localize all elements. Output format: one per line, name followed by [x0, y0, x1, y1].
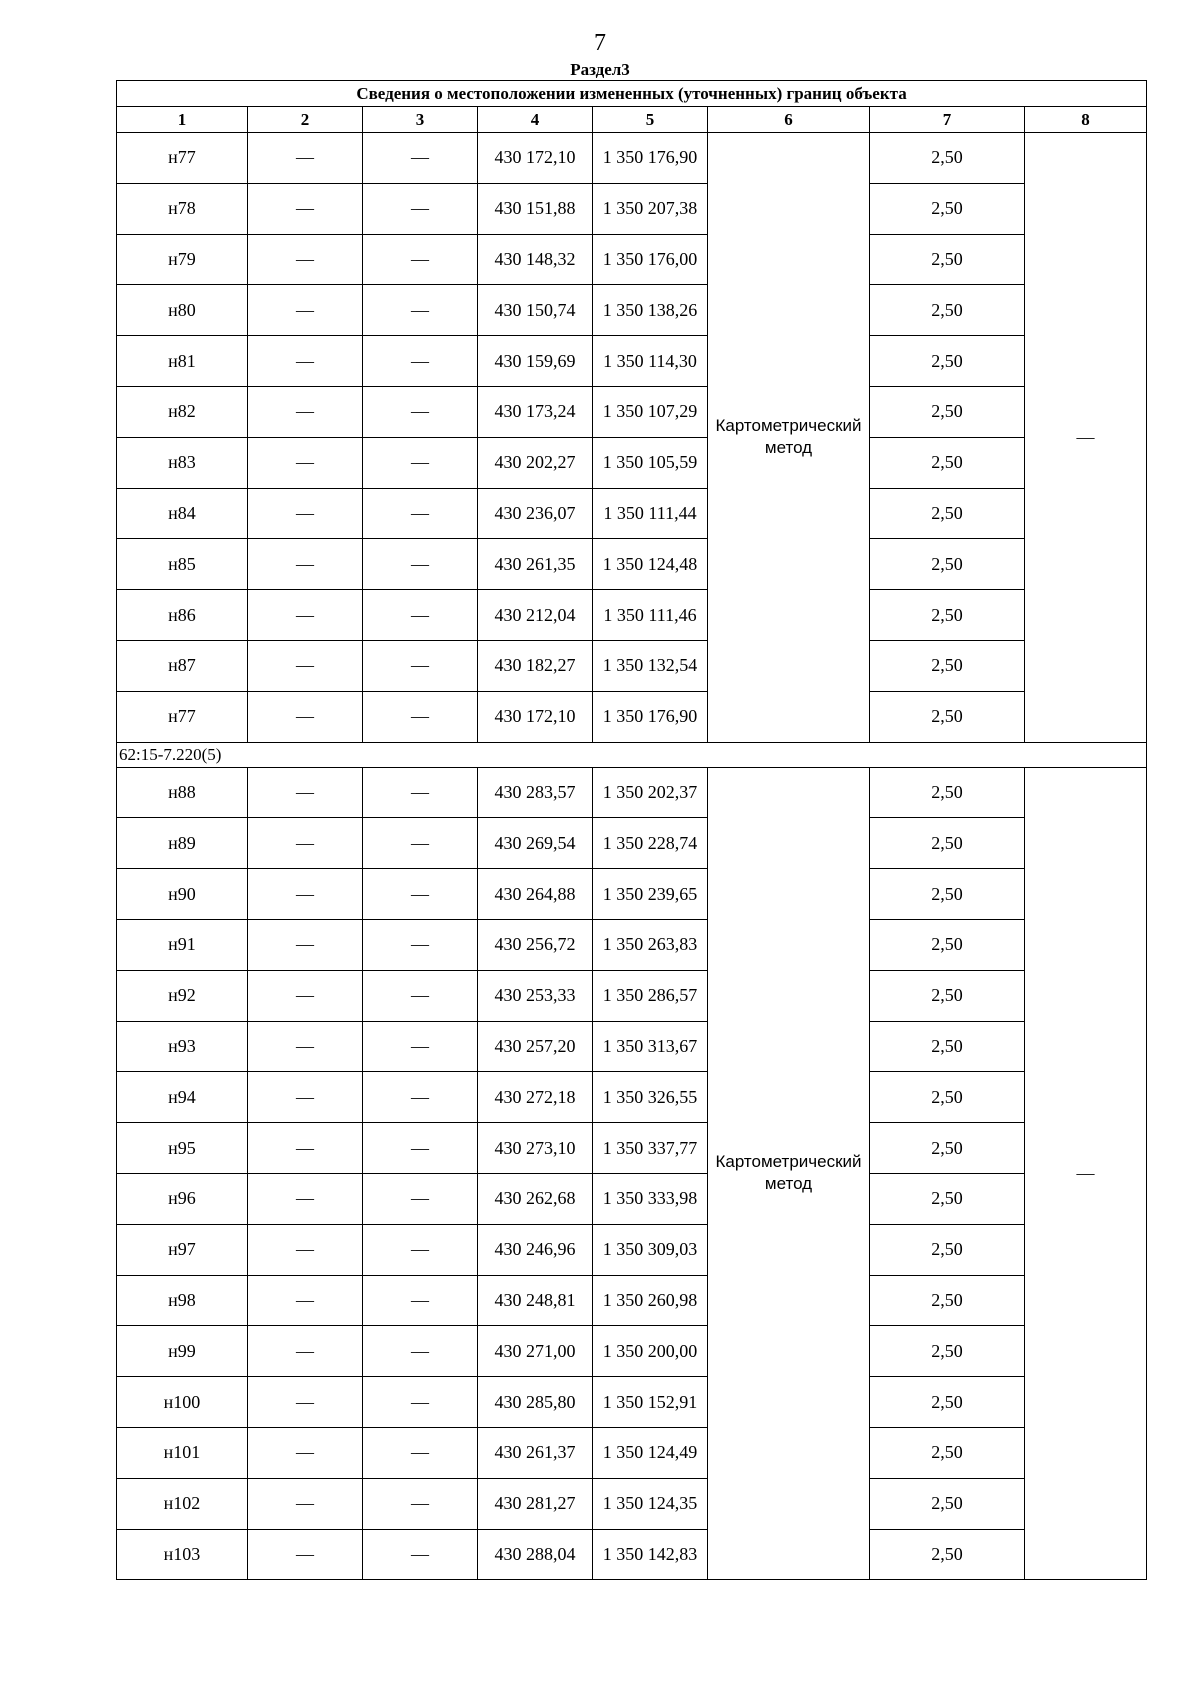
x-coordinate-cell: 430 257,20 [478, 1021, 593, 1072]
x-coordinate-cell: 430 283,57 [478, 767, 593, 818]
col3-dash-cell: — [363, 1123, 478, 1174]
col3-dash-cell: — [363, 285, 478, 336]
col2-dash-cell: — [248, 818, 363, 869]
accuracy-cell: 2,50 [870, 488, 1025, 539]
table-row [117, 970, 1147, 1021]
x-coordinate-cell: 430 172,10 [478, 133, 593, 184]
col2-dash-cell: — [248, 1427, 363, 1478]
table-row [117, 640, 1147, 691]
y-coordinate-cell: 1 350 105,59 [593, 437, 708, 488]
col3-dash-cell: — [363, 183, 478, 234]
method-cell [708, 767, 870, 1580]
y-coordinate-cell: 1 350 228,74 [593, 818, 708, 869]
y-coordinate-cell: 1 350 326,55 [593, 1072, 708, 1123]
table-row [117, 437, 1147, 488]
y-coordinate-cell: 1 350 309,03 [593, 1224, 708, 1275]
col3-dash-cell: — [363, 539, 478, 590]
col3-dash-cell: — [363, 437, 478, 488]
y-coordinate-cell: 1 350 207,38 [593, 183, 708, 234]
point-name-cell: н95 [117, 1123, 248, 1174]
x-coordinate-cell: 430 159,69 [478, 336, 593, 387]
x-coordinate-cell: 430 212,04 [478, 590, 593, 641]
x-coordinate-cell: 430 182,27 [478, 640, 593, 691]
col2-dash-cell: — [248, 437, 363, 488]
table-row [117, 1275, 1147, 1326]
table-row [117, 590, 1147, 641]
y-coordinate-cell: 1 350 176,90 [593, 691, 708, 742]
x-coordinate-cell: 430 285,80 [478, 1377, 593, 1428]
x-coordinate-cell: 430 281,27 [478, 1478, 593, 1529]
col2-dash-cell: — [248, 285, 363, 336]
y-coordinate-cell: 1 350 337,77 [593, 1123, 708, 1174]
col2-dash-cell: — [248, 1326, 363, 1377]
x-coordinate-cell: 430 151,88 [478, 183, 593, 234]
table-row [117, 691, 1147, 742]
x-coordinate-cell: 430 261,35 [478, 539, 593, 590]
column-number: 5 [593, 107, 708, 133]
accuracy-cell: 2,50 [870, 919, 1025, 970]
accuracy-cell: 2,50 [870, 1326, 1025, 1377]
point-name-cell: н88 [117, 767, 248, 818]
col2-dash-cell: — [248, 539, 363, 590]
col3-dash-cell: — [363, 386, 478, 437]
column-number: 3 [363, 107, 478, 133]
y-coordinate-cell: 1 350 111,46 [593, 590, 708, 641]
col3-dash-cell: — [363, 1529, 478, 1580]
accuracy-cell: 2,50 [870, 539, 1025, 590]
col3-dash-cell: — [363, 133, 478, 184]
y-coordinate-cell: 1 350 152,91 [593, 1377, 708, 1428]
accuracy-cell: 2,50 [870, 1072, 1025, 1123]
col2-dash-cell: — [248, 336, 363, 387]
table-row [117, 1529, 1147, 1580]
col3-dash-cell: — [363, 767, 478, 818]
col2-dash-cell: — [248, 970, 363, 1021]
col3-dash-cell: — [363, 488, 478, 539]
page-number: 7 [594, 30, 606, 56]
point-name-cell: н80 [117, 285, 248, 336]
point-name-cell: н102 [117, 1478, 248, 1529]
accuracy-cell: 2,50 [870, 1529, 1025, 1580]
col3-dash-cell: — [363, 1173, 478, 1224]
point-name-cell: н98 [117, 1275, 248, 1326]
accuracy-cell: 2,50 [870, 1275, 1025, 1326]
x-coordinate-cell: 430 246,96 [478, 1224, 593, 1275]
table-row [117, 1478, 1147, 1529]
accuracy-cell: 2,50 [870, 1173, 1025, 1224]
table-row [117, 1326, 1147, 1377]
column-number: 6 [708, 107, 870, 133]
accuracy-cell: 2,50 [870, 590, 1025, 641]
col2-dash-cell: — [248, 1173, 363, 1224]
col3-dash-cell: — [363, 1377, 478, 1428]
col2-dash-cell: — [248, 1123, 363, 1174]
x-coordinate-cell: 430 253,33 [478, 970, 593, 1021]
point-name-cell: н87 [117, 640, 248, 691]
y-coordinate-cell: 1 350 286,57 [593, 970, 708, 1021]
x-coordinate-cell: 430 262,68 [478, 1173, 593, 1224]
table-row [117, 285, 1147, 336]
point-name-cell: н82 [117, 386, 248, 437]
y-coordinate-cell: 1 350 124,49 [593, 1427, 708, 1478]
accuracy-cell: 2,50 [870, 1021, 1025, 1072]
point-name-cell: н94 [117, 1072, 248, 1123]
y-coordinate-cell: 1 350 132,54 [593, 640, 708, 691]
table-row [117, 919, 1147, 970]
y-coordinate-cell: 1 350 263,83 [593, 919, 708, 970]
method-text: Картометрический метод [715, 416, 862, 458]
col3-dash-cell: — [363, 640, 478, 691]
x-coordinate-cell: 430 173,24 [478, 386, 593, 437]
col2-dash-cell: — [248, 640, 363, 691]
x-coordinate-cell: 430 264,88 [478, 869, 593, 920]
accuracy-cell: 2,50 [870, 336, 1025, 387]
col3-dash-cell: — [363, 691, 478, 742]
col3-dash-cell: — [363, 1072, 478, 1123]
col2-dash-cell: — [248, 488, 363, 539]
x-coordinate-cell: 430 172,10 [478, 691, 593, 742]
table-row [117, 1072, 1147, 1123]
table-row [117, 336, 1147, 387]
x-coordinate-cell: 430 288,04 [478, 1529, 593, 1580]
x-coordinate-cell: 430 148,32 [478, 234, 593, 285]
point-name-cell: н84 [117, 488, 248, 539]
y-coordinate-cell: 1 350 107,29 [593, 386, 708, 437]
col2-dash-cell: — [248, 1072, 363, 1123]
column-number-row [117, 107, 1147, 133]
accuracy-cell: 2,50 [870, 386, 1025, 437]
col2-dash-cell: — [248, 1275, 363, 1326]
col2-dash-cell: — [248, 1529, 363, 1580]
point-name-cell: н93 [117, 1021, 248, 1072]
y-coordinate-cell: 1 350 124,48 [593, 539, 708, 590]
x-coordinate-cell: 430 269,54 [478, 818, 593, 869]
col8-cell: — [1025, 767, 1147, 1580]
point-name-cell: н77 [117, 133, 248, 184]
y-coordinate-cell: 1 350 239,65 [593, 869, 708, 920]
table-row [117, 1427, 1147, 1478]
x-coordinate-cell: 430 271,00 [478, 1326, 593, 1377]
table-caption: Сведения о местоположении измененных (уточненных) границ объекта [117, 81, 1147, 107]
table-row [117, 767, 1147, 818]
y-coordinate-cell: 1 350 200,00 [593, 1326, 708, 1377]
col3-dash-cell: — [363, 818, 478, 869]
col3-dash-cell: — [363, 336, 478, 387]
col2-dash-cell: — [248, 691, 363, 742]
table-row [117, 818, 1147, 869]
point-name-cell: н100 [117, 1377, 248, 1428]
y-coordinate-cell: 1 350 138,26 [593, 285, 708, 336]
y-coordinate-cell: 1 350 114,30 [593, 336, 708, 387]
accuracy-cell: 2,50 [870, 767, 1025, 818]
accuracy-cell: 2,50 [870, 1478, 1025, 1529]
x-coordinate-cell: 430 261,37 [478, 1427, 593, 1478]
method-text: Картометрический метод [715, 1152, 862, 1194]
accuracy-cell: 2,50 [870, 133, 1025, 184]
point-name-cell: н83 [117, 437, 248, 488]
accuracy-cell: 2,50 [870, 234, 1025, 285]
accuracy-cell: 2,50 [870, 183, 1025, 234]
point-name-cell: н86 [117, 590, 248, 641]
accuracy-cell: 2,50 [870, 691, 1025, 742]
col2-dash-cell: — [248, 1478, 363, 1529]
y-coordinate-cell: 1 350 176,90 [593, 133, 708, 184]
boundary-coordinates-table [116, 80, 1147, 1580]
column-number: 2 [248, 107, 363, 133]
point-name-cell: н79 [117, 234, 248, 285]
col3-dash-cell: — [363, 590, 478, 641]
point-name-cell: н99 [117, 1326, 248, 1377]
table-row [117, 1123, 1147, 1174]
col2-dash-cell: — [248, 234, 363, 285]
col3-dash-cell: — [363, 919, 478, 970]
table-row [117, 1021, 1147, 1072]
y-coordinate-cell: 1 350 260,98 [593, 1275, 708, 1326]
point-name-cell: н101 [117, 1427, 248, 1478]
point-name-cell: н78 [117, 183, 248, 234]
accuracy-cell: 2,50 [870, 818, 1025, 869]
point-name-cell: н81 [117, 336, 248, 387]
col8-cell: — [1025, 133, 1147, 743]
table-row [117, 1173, 1147, 1224]
x-coordinate-cell: 430 236,07 [478, 488, 593, 539]
accuracy-cell: 2,50 [870, 1377, 1025, 1428]
col3-dash-cell: — [363, 1021, 478, 1072]
column-number: 1 [117, 107, 248, 133]
method-cell [708, 133, 870, 743]
table-row [117, 869, 1147, 920]
col3-dash-cell: — [363, 869, 478, 920]
column-number: 8 [1025, 107, 1147, 133]
column-number: 4 [478, 107, 593, 133]
x-coordinate-cell: 430 150,74 [478, 285, 593, 336]
col2-dash-cell: — [248, 133, 363, 184]
col2-dash-cell: — [248, 1021, 363, 1072]
y-coordinate-cell: 1 350 142,83 [593, 1529, 708, 1580]
x-coordinate-cell: 430 273,10 [478, 1123, 593, 1174]
col3-dash-cell: — [363, 1478, 478, 1529]
col3-dash-cell: — [363, 970, 478, 1021]
accuracy-cell: 2,50 [870, 970, 1025, 1021]
point-name-cell: н85 [117, 539, 248, 590]
col2-dash-cell: — [248, 1377, 363, 1428]
y-coordinate-cell: 1 350 124,35 [593, 1478, 708, 1529]
y-coordinate-cell: 1 350 176,00 [593, 234, 708, 285]
col3-dash-cell: — [363, 1275, 478, 1326]
table-row [117, 183, 1147, 234]
col2-dash-cell: — [248, 590, 363, 641]
point-name-cell: н97 [117, 1224, 248, 1275]
col3-dash-cell: — [363, 1224, 478, 1275]
col2-dash-cell: — [248, 919, 363, 970]
accuracy-cell: 2,50 [870, 1123, 1025, 1174]
point-name-cell: н96 [117, 1173, 248, 1224]
y-coordinate-cell: 1 350 111,44 [593, 488, 708, 539]
y-coordinate-cell: 1 350 313,67 [593, 1021, 708, 1072]
column-number: 7 [870, 107, 1025, 133]
table-row [117, 234, 1147, 285]
table-caption-row [117, 81, 1147, 107]
table-row [117, 133, 1147, 184]
parcel-number: 62:15-7.220(5) [117, 742, 1147, 767]
accuracy-cell: 2,50 [870, 869, 1025, 920]
col2-dash-cell: — [248, 1224, 363, 1275]
table-row [117, 539, 1147, 590]
table-row [117, 1224, 1147, 1275]
point-name-cell: н91 [117, 919, 248, 970]
point-name-cell: н89 [117, 818, 248, 869]
accuracy-cell: 2,50 [870, 437, 1025, 488]
col2-dash-cell: — [248, 386, 363, 437]
x-coordinate-cell: 430 272,18 [478, 1072, 593, 1123]
y-coordinate-cell: 1 350 202,37 [593, 767, 708, 818]
section-title: Раздел3 [570, 60, 630, 79]
col3-dash-cell: — [363, 234, 478, 285]
point-name-cell: н103 [117, 1529, 248, 1580]
table-body [117, 133, 1147, 1580]
accuracy-cell: 2,50 [870, 1427, 1025, 1478]
table-row [117, 488, 1147, 539]
point-name-cell: н90 [117, 869, 248, 920]
col2-dash-cell: — [248, 767, 363, 818]
col3-dash-cell: — [363, 1427, 478, 1478]
parcel-header-row [117, 742, 1147, 767]
accuracy-cell: 2,50 [870, 285, 1025, 336]
col2-dash-cell: — [248, 869, 363, 920]
col2-dash-cell: — [248, 183, 363, 234]
accuracy-cell: 2,50 [870, 1224, 1025, 1275]
x-coordinate-cell: 430 256,72 [478, 919, 593, 970]
accuracy-cell: 2,50 [870, 640, 1025, 691]
x-coordinate-cell: 430 202,27 [478, 437, 593, 488]
point-name-cell: н92 [117, 970, 248, 1021]
y-coordinate-cell: 1 350 333,98 [593, 1173, 708, 1224]
table-row [117, 1377, 1147, 1428]
col3-dash-cell: — [363, 1326, 478, 1377]
table-row [117, 386, 1147, 437]
point-name-cell: н77 [117, 691, 248, 742]
x-coordinate-cell: 430 248,81 [478, 1275, 593, 1326]
